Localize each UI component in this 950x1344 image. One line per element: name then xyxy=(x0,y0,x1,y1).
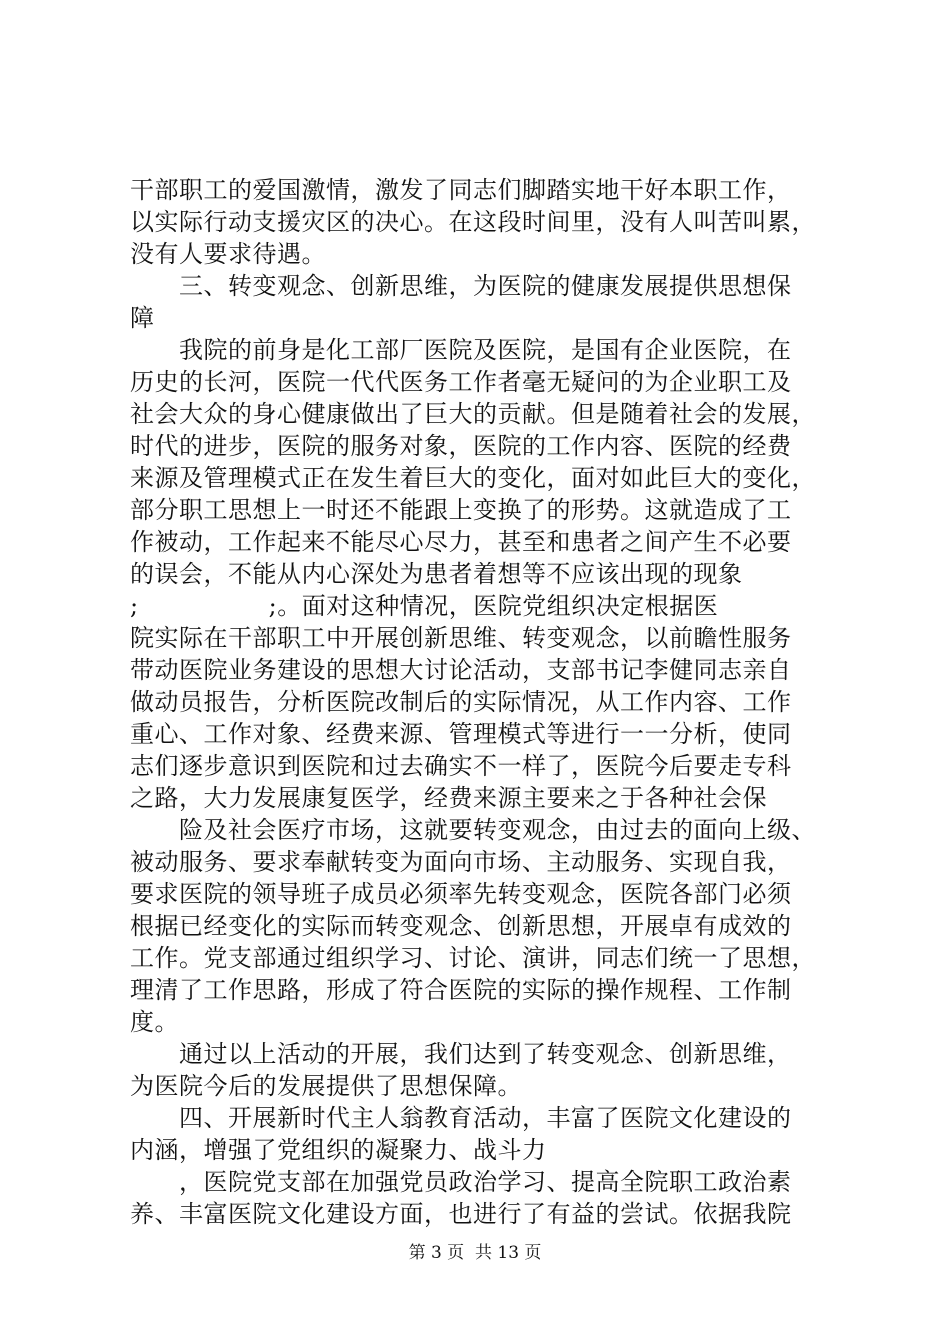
text-line: 被动服务、要求奉献转变为面向市场、主动服务、实现自我， xyxy=(130,848,792,876)
text-line: 作被动，工作起来不能尽心尽力，甚至和患者之间产生不必要 xyxy=(130,528,792,556)
text-line: ; ;。面对这种情况，医院党组织决定根据医 xyxy=(130,592,719,620)
text-line: 带动医院业务建设的思想大讨论活动，支部书记李健同志亲自 xyxy=(130,656,792,684)
text-line: 没有人要求待遇。 xyxy=(130,240,326,268)
text-line: 干部职工的爱国激情，激发了同志们脚踏实地干好本职工作， xyxy=(130,176,792,204)
text-line: 做动员报告，分析医院改制后的实际情况，从工作内容、工作 xyxy=(130,688,792,716)
section-heading-4-cont: 内涵，增强了党组织的凝聚力、战斗力 xyxy=(130,1136,547,1164)
text-line: 重心、工作对象、经费来源、管理模式等进行一一分析，使同 xyxy=(130,720,792,748)
text-line: 要求医院的领导班子成员必须率先转变观念，医院各部门必须 xyxy=(130,880,792,908)
text-line: 以实际行动支援灾区的决心。在这段时间里，没有人叫苦叫累， xyxy=(130,208,816,236)
section-heading-3-cont: 障 xyxy=(130,304,155,332)
text-line: 历史的长河，医院一代代医务工作者毫无疑问的为企业职工及 xyxy=(130,368,792,396)
text-line: 我院的前身是化工部厂医院及医院，是国有企业医院，在 xyxy=(130,336,792,364)
text-line: 的误会，不能从内心深处为患者着想等不应该出现的现象 xyxy=(130,560,743,588)
text-line: 来源及管理模式正在发生着巨大的变化，面对如此巨大的变化， xyxy=(130,464,816,492)
text-line: 根据已经变化的实际而转变观念、创新思想，开展卓有成效的 xyxy=(130,912,792,940)
text-line: 为医院今后的发展提供了思想保障。 xyxy=(130,1072,522,1100)
text-line: 社会大众的身心健康做出了巨大的贡献。但是随着社会的发展， xyxy=(130,400,816,428)
text-line: ，医院党支部在加强党员政治学习、提高全院职工政治素 xyxy=(130,1168,792,1196)
text-line: 度。 xyxy=(130,1008,179,1036)
text-line: 理清了工作思路，形成了符合医院的实际的操作规程、工作制 xyxy=(130,976,792,1004)
text-line: 工作。党支部通过组织学习、讨论、演讲，同志们统一了思想， xyxy=(130,944,816,972)
text-line: 时代的进步，医院的服务对象，医院的工作内容、医院的经费 xyxy=(130,432,792,460)
body-text xyxy=(130,174,850,1230)
text-line: 之路，大力发展康复医学，经费来源主要来之于各种社会保 xyxy=(130,784,767,812)
text-line: 部分职工思想上一时还不能跟上变换了的形势。这就造成了工 xyxy=(130,496,792,524)
text-line: 养、丰富医院文化建设方面，也进行了有益的尝试。依据我院 xyxy=(130,1200,792,1228)
text-line: 院实际在干部职工中开展创新思维、转变观念，以前瞻性服务 xyxy=(130,624,792,652)
text-line: 通过以上活动的开展，我们达到了转变观念、创新思维， xyxy=(130,1040,792,1068)
section-heading-3: 三、转变观念、创新思维，为医院的健康发展提供思想保 xyxy=(130,272,792,300)
text-line: 险及社会医疗市场，这就要转变观念，由过去的面向上级、 xyxy=(130,816,816,844)
text-line: 志们逐步意识到医院和过去确实不一样了，医院今后要走专科 xyxy=(130,752,792,780)
section-heading-4: 四、开展新时代主人翁教育活动，丰富了医院文化建设的 xyxy=(130,1104,792,1132)
page-number-footer: 第 3 页 共 13 页 xyxy=(408,1243,542,1263)
